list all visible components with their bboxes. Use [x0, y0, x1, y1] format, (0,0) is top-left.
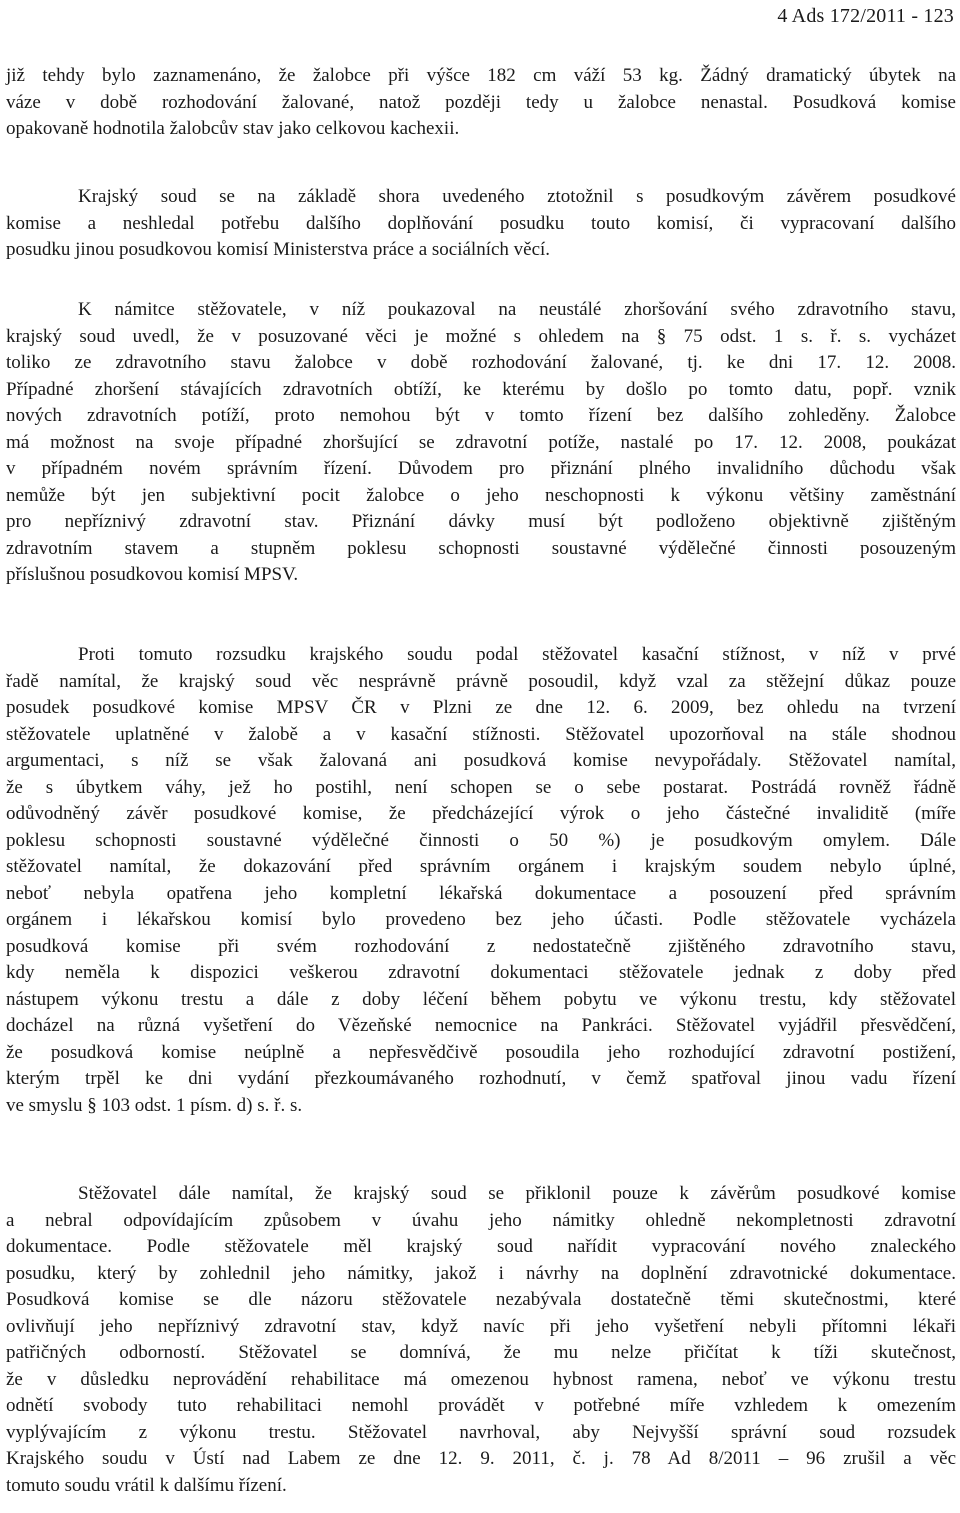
text-line: odůvodněný závěr posudkové komise, že předcházející výrok o jeho částečné invaliditě (míře [6, 803, 956, 824]
text-line: opakovaně hodnotila žalobcův stav jako celkovou kachexii. [6, 118, 460, 139]
text-line: Krajský soud se na základě shora uvedeného ztotožnil s posudkovým závěrem posudkové [78, 186, 956, 207]
text-line: neboť nebyla opatřena jeho kompletní lékařská dokumentace a posouzení před správním [6, 882, 956, 904]
text-line: ve smyslu § 103 odst. 1 písm. d) s. ř. s. [6, 1094, 303, 1116]
text-line: stěžovatele uplatněné v žalobě a v kasační stížnosti. Stěžovatel upozorňoval na stále shodnou [6, 723, 956, 745]
text-line: vyplývajícím z výkonu trestu. Stěžovatel navrhoval, aby Nejvyšší správní soud rozsudek [6, 1421, 956, 1443]
text-line: že posudková komise neúplně a nepřesvědčivě posoudila jeho rozhodující zdravotní postižení, [6, 1041, 956, 1063]
text-line: ovlivňují jeho nepříznivý zdravotní stav, když navíc při jeho vyšetření nebyli přítomni lékaři [6, 1315, 956, 1337]
paragraph [6, 184, 956, 264]
paragraph [6, 63, 956, 143]
text-line: váze v době rozhodování žalované, natož později tedy u žalobce nenastal. Posudková komise [6, 91, 956, 113]
text-line: že s úbytkem váhy, jež ho postihl, není schopen se o sebe postarat. Postrádá rovněž řádně [6, 776, 956, 798]
text-line: odnětí svobody tuto rehabilitaci nemohl provádět v potřebné míře vzhledem k omezením [6, 1395, 956, 1416]
text-line: příslušnou posudkovou komisí MPSV. [6, 564, 299, 585]
text-line: krajský soud uvedl, že v posuzované věci je možné s ohledem na § 75 odst. 1 s. ř. s. vycházet [6, 325, 956, 347]
text-line: nemůže být jen subjektivní pocit žalobce o jeho neschopnosti k výkonu většiny zaměstnání [6, 484, 956, 506]
text-line: orgánem i lékařskou komisí bylo provedeno bez jeho účasti. Podle stěžovatele vycházela [6, 909, 956, 930]
text-line: komise a neshledal potřebu dalšího doplňování posudku touto komisí, či vypracovaní dalšího [6, 212, 956, 234]
text-line: posudku jinou posudkovou komisí Ministerstva práce a sociálních věcí. [6, 239, 551, 260]
text-line: že v důsledku neprovádění rehabilitace má omezenou hybnost ramena, neboť ve výkonu trestu [6, 1368, 956, 1390]
text-line: argumentaci, s níž se však žalovaná ani posudková komise nevypořádaly. Stěžovatel namítal, [6, 750, 956, 771]
text-line: posudek posudkové komise MPSV ČR v Plzni ze dne 12. 6. 2009, bez ohledu na tvrzení [6, 697, 956, 718]
text-line: zdravotním stavem a stupněm poklesu schopnosti soustavné výdělečné činnosti posouzeným [6, 537, 956, 559]
text-line: má možnost na svoje případné zhoršující se zdravotní potíže, nastalé po 17. 12. 2008, poukázat [6, 431, 956, 453]
text-line: řadě namítal, že krajský soud věc nesprávně právně posoudil, když vzal za stěžejní důkaz pouze [6, 670, 956, 692]
text-line: kterým trpěl ke dni vydání přezkoumávaného rozhodnutí, v čemž spatřoval jinou vadu řízení [6, 1068, 956, 1089]
case-number-header: 4 Ads 172/2011 - 123 [777, 5, 954, 27]
text-line: a nebral odpovídajícím způsobem v úvahu jeho námitky ohledně nekompletnosti zdravotní [6, 1209, 956, 1231]
text-line: Posudková komise se dle názoru stěžovatele nezabývala dostatečně těmi skutečnostmi, které [6, 1289, 956, 1310]
text-line: posudková komise při svém rozhodování z nedostatečně zjištěného zdravotního stavu, [6, 935, 956, 957]
text-line: Případné zhoršení stávajících zdravotních obtíží, ke kterému by došlo po tomto datu, popř. vznik [6, 378, 956, 400]
text-line: v případném novém správním řízení. Důvodem pro přiznání plného invalidního důchodu však [6, 458, 956, 479]
paragraph [6, 297, 956, 589]
text-line: docházel na různá vyšetření do Vězeňské nemocnice na Pankráci. Stěžovatel vyjádřil přesvědčení, [6, 1015, 956, 1036]
text-line: již tehdy bylo zaznamenáno, že žalobce při výšce 182 cm váží 53 kg. Žádný dramatický úbytek na [6, 65, 956, 86]
text-line: Proti tomuto rozsudku krajského soudu podal stěžovatel kasační stížnost, v níž v prvé [78, 644, 956, 665]
paragraph [6, 1181, 956, 1499]
text-line: K námitce stěžovatele, v níž poukazoval na neustálé zhoršování svého zdravotního stavu, [78, 299, 956, 320]
paragraph [6, 642, 956, 1119]
text-line: pro nepříznivý zdravotní stav. Přiznání dávky musí být podloženo objektivně zjištěným [6, 511, 956, 532]
text-line: toliko ze zdravotního stavu žalobce v době rozhodování žalované, tj. ke dni 17. 12. 2008. [6, 352, 956, 373]
text-line: nástupem výkonu trestu a dále z doby léčení během pobytu ve výkonu trestu, kdy stěžovatel [6, 988, 956, 1010]
text-line: dokumentace. Podle stěžovatele měl krajský soud nařídit vypracování nového znaleckého [6, 1236, 956, 1257]
text-line: tomuto soudu vrátil k dalšímu řízení. [6, 1474, 287, 1496]
text-line: nových zdravotních potíží, proto nemohou být v tomto řízení bez dalšího zohleděny. Žalobce [6, 405, 956, 426]
text-line: poklesu schopnosti soustavné výdělečné činnosti o 50 %) je posudkovým omylem. Dále [6, 829, 956, 851]
text-line: patřičných odborností. Stěžovatel se domnívá, že mu nelze přičítat k tíži skutečnost, [6, 1342, 956, 1363]
text-line: Stěžovatel dále namítal, že krajský soud se přiklonil pouze k závěrům posudkové komise [78, 1183, 956, 1204]
text-line: Krajského soudu v Ústí nad Labem ze dne 12. 9. 2011, č. j. 78 Ad 8/2011 – 96 zrušil a věc [6, 1448, 956, 1469]
text-line: stěžovatel namítal, že dokazování před správním orgánem i krajským soudem nebylo úplné, [6, 856, 956, 877]
text-line: posudku, který by zohlednil jeho námitky, jakož i návrhy na doplnění zdravotnické dokumentace. [6, 1262, 956, 1284]
text-line: kdy neměla k dispozici veškerou zdravotní dokumentaci stěžovatele jednak z doby před [6, 962, 956, 983]
